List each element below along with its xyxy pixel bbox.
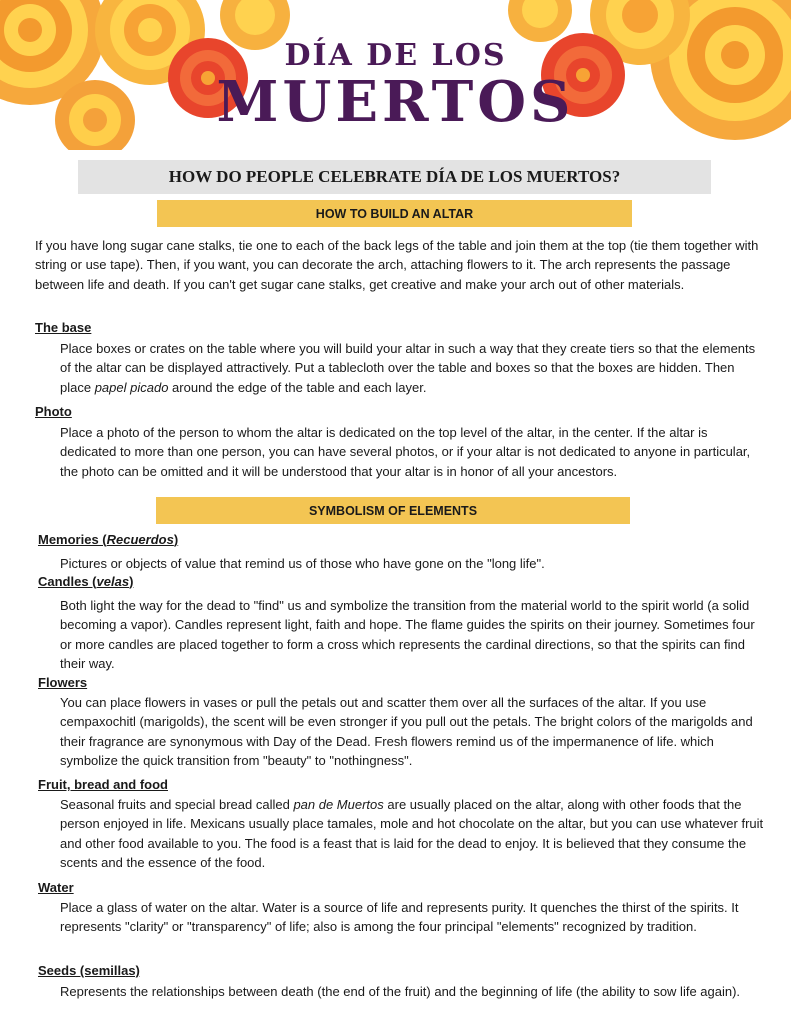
candles-description: Both light the way for the dead to "find" us and symbolize the transition from the material world to the spirit world (a solid becoming a vapor). Candles represent light, faith and hope. The flame guides the spirits on their journey. Sometimes four or more candles are placed together to form a cross which represents the cardinal directions, so that the spirits can find their way. xyxy=(60,598,755,671)
water-title: Water xyxy=(38,880,74,895)
flowers-description: You can place flowers in vases or pull the petals out and scatter them over all the surfaces of the altar. If you use cempaxochitl (marigolds), the scent will be even stronger if you pull out the petals. The bright colors of the marigolds and their fragrance are synonymous with Day of the Dead. Fresh flowers remind us of the impermanence of life. which symbolize the quick transition from "beauty" to "nothingness". xyxy=(60,695,753,768)
water-description: Place a glass of water on the altar. Water is a source of life and represents purity. It quenches the thirst of the spirits. It represents "clarity" or "transparency" of life; also is among the four principal "elements" recognized by tradition. xyxy=(60,900,739,935)
logo-title-top: DÍA DE LOS xyxy=(284,38,507,73)
seeds-title: Seeds (semillas) xyxy=(38,963,140,978)
page-title: HOW DO PEOPLE CELEBRATE DÍA DE LOS MUERTOS? xyxy=(78,160,711,194)
fruit-description: Seasonal fruits and special bread called pan de Muertos are usually placed on the altar, along with other foods that the person enjoyed in life. Mexicans usually place tamales, mole and hot chocolate on the altar, but you can use whatever fruit and other food available to you. The food is a feast that is laid for the dead to enjoy. It is believed that they consume the scents and the essence of the food. xyxy=(60,797,764,870)
section-heading-symbolism: SYMBOLISM OF ELEMENTS xyxy=(156,497,630,524)
candles-title: Candles (velas) xyxy=(38,574,134,589)
base-title: The base xyxy=(35,320,92,335)
logo-title-main: MUERTOS xyxy=(216,69,575,135)
flowers-title: Flowers xyxy=(38,675,88,690)
altar-intro-paragraph: If you have long sugar cane stalks, tie one to each of the back legs of the table and join them at the top (tie them together with string or use tape). Then, if you want, you can decorate the arch, attaching flowers to it. The arch represents the passage between life and death. If you can't get sugar cane stalks, get creative and make your arch out of other materials. xyxy=(35,238,759,292)
seeds-description: Represents the relationships between death (the end of the fruit) and the beginning of life (the ability to sow life again). xyxy=(60,984,741,999)
base-description: Place boxes or crates on the table where you will build your altar in such a way that they create tiers so that the elements of the altar can be displayed attractively. Put a tablecloth over the table and boxes so that the boxes are hidden. Then place papel picado around the edge of the table and each layer. xyxy=(60,341,756,395)
photo-description: Place a photo of the person to whom the altar is dedicated on the top level of the altar, in the center. If the altar is dedicated to more than one person, you can have several photos, or if your altar is not dedicated to anyone in particular, the photo can be omitted and it will be understood that your altar is in honor of all your ancestors. xyxy=(60,425,751,479)
memories-title: Memories (Recuerdos) xyxy=(38,532,179,547)
photo-title: Photo xyxy=(35,404,72,419)
memories-description: Pictures or objects of value that remind us of those who have gone on the "long life". xyxy=(60,556,545,571)
section-heading-altar: HOW TO BUILD AN ALTAR xyxy=(157,200,632,227)
fruit-title: Fruit, bread and food xyxy=(38,777,168,792)
